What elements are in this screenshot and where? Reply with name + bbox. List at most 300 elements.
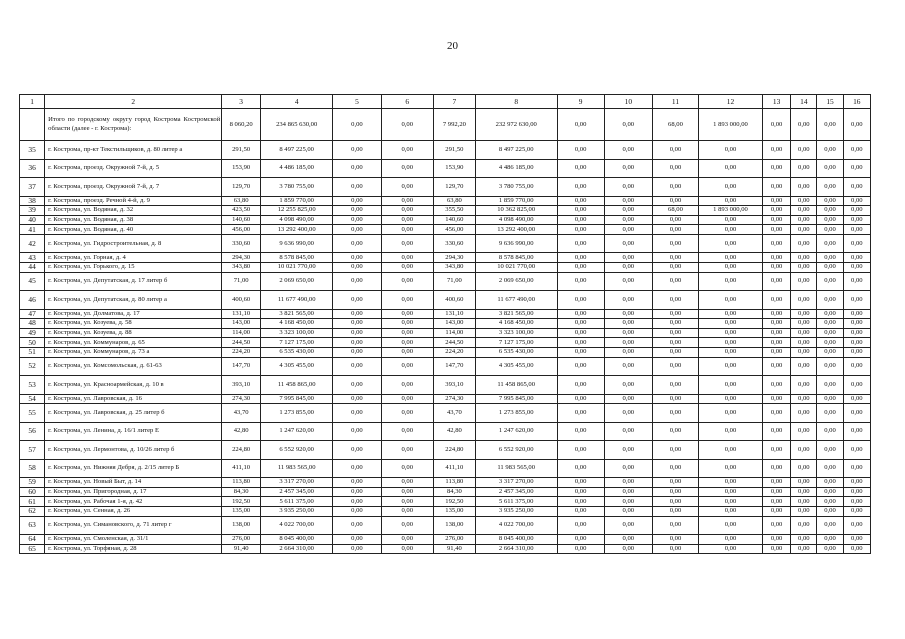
value-cell: 400,60 xyxy=(433,291,475,310)
value-cell: 224,20 xyxy=(433,347,475,357)
value-cell: 0,00 xyxy=(843,394,870,404)
value-cell: 0,00 xyxy=(381,506,433,516)
value-cell: 0,00 xyxy=(557,497,604,507)
value-cell: 0,00 xyxy=(333,376,381,395)
value-cell: 0,00 xyxy=(333,319,381,329)
value-cell: 0,00 xyxy=(557,338,604,348)
value-cell: 0,00 xyxy=(817,544,843,554)
table-row xyxy=(20,141,871,160)
value-cell: 0,00 xyxy=(817,497,843,507)
value-cell: 0,00 xyxy=(604,347,652,357)
value-cell: 3 323 100,00 xyxy=(475,328,557,338)
value-cell: 0,00 xyxy=(604,225,652,235)
value-cell: 0,00 xyxy=(604,459,652,478)
value-cell: 0,00 xyxy=(381,487,433,497)
value-cell: 0,00 xyxy=(557,225,604,235)
value-cell: 0,00 xyxy=(604,196,652,206)
value-cell: 0,00 xyxy=(791,487,817,497)
value-cell: 0,00 xyxy=(791,338,817,348)
row-index-cell: 61 xyxy=(20,497,45,507)
value-cell: 0,00 xyxy=(557,178,604,197)
value-cell: 0,00 xyxy=(381,338,433,348)
value-cell: 4 305 455,00 xyxy=(475,357,557,376)
value-cell: 0,00 xyxy=(604,178,652,197)
address-cell: г. Кострома, ул. Гидростроительная, д. 8 xyxy=(45,234,222,253)
value-cell: 138,00 xyxy=(222,516,261,535)
value-cell: 4 022 700,00 xyxy=(261,516,333,535)
value-cell: 0,00 xyxy=(652,272,698,291)
value-cell: 8 578 845,00 xyxy=(475,253,557,263)
value-cell: 0,00 xyxy=(699,215,763,225)
value-cell: 0,00 xyxy=(699,516,763,535)
table-row xyxy=(20,262,871,272)
value-cell: 0,00 xyxy=(762,441,790,460)
value-cell: 3 935 250,00 xyxy=(475,506,557,516)
value-cell: 0,00 xyxy=(817,234,843,253)
row-index-cell: 65 xyxy=(20,544,45,554)
value-cell: 43,70 xyxy=(433,404,475,423)
value-cell: 0,00 xyxy=(557,196,604,206)
value-cell: 0,00 xyxy=(381,319,433,329)
column-number-cell: 7 xyxy=(433,95,475,109)
value-cell: 1 247 620,00 xyxy=(261,422,333,441)
value-cell: 129,70 xyxy=(222,178,261,197)
value-cell: 192,50 xyxy=(433,497,475,507)
address-cell: г. Кострома, ул. Горная, д. 4 xyxy=(45,253,222,263)
value-cell: 0,00 xyxy=(604,404,652,423)
value-cell: 0,00 xyxy=(843,328,870,338)
value-cell: 0,00 xyxy=(817,516,843,535)
table-row xyxy=(20,215,871,225)
row-index-cell: 41 xyxy=(20,225,45,235)
value-cell: 147,70 xyxy=(222,357,261,376)
value-cell: 0,00 xyxy=(604,422,652,441)
value-cell: 0,00 xyxy=(557,291,604,310)
value-cell: 131,10 xyxy=(433,309,475,319)
value-cell: 0,00 xyxy=(791,516,817,535)
row-index-cell: 43 xyxy=(20,253,45,263)
address-cell: г. Кострома, ул. Депутатская, д. 17 литер б xyxy=(45,272,222,291)
address-cell: г. Кострома, ул. Козуева, д. 88 xyxy=(45,328,222,338)
address-cell: г. Кострома, проезд. Речной 4-й, д. 9 xyxy=(45,196,222,206)
value-cell: 42,80 xyxy=(433,422,475,441)
value-cell: 0,00 xyxy=(791,159,817,178)
value-cell: 0,00 xyxy=(652,404,698,423)
value-cell: 0,00 xyxy=(791,309,817,319)
table-row xyxy=(20,404,871,423)
total-value-cell: 0,00 xyxy=(557,109,604,141)
value-cell: 0,00 xyxy=(762,225,790,235)
value-cell: 0,00 xyxy=(762,234,790,253)
value-cell: 0,00 xyxy=(843,253,870,263)
value-cell: 0,00 xyxy=(604,376,652,395)
value-cell: 0,00 xyxy=(652,506,698,516)
table-row xyxy=(20,309,871,319)
total-value-cell: 8 060,20 xyxy=(222,109,261,141)
value-cell: 4 486 185,00 xyxy=(261,159,333,178)
value-cell: 0,00 xyxy=(604,394,652,404)
value-cell: 0,00 xyxy=(652,328,698,338)
value-cell: 393,10 xyxy=(433,376,475,395)
address-cell: г. Кострома, ул. Новый Быт, д. 14 xyxy=(45,478,222,488)
value-cell: 0,00 xyxy=(652,347,698,357)
address-cell: г. Кострома, ул. Пригородная, д. 17 xyxy=(45,487,222,497)
row-index-cell: 36 xyxy=(20,159,45,178)
value-cell: 0,00 xyxy=(817,196,843,206)
value-cell: 0,00 xyxy=(381,394,433,404)
value-cell: 0,00 xyxy=(843,404,870,423)
value-cell: 0,00 xyxy=(557,206,604,216)
value-cell: 0,00 xyxy=(762,272,790,291)
address-cell: г. Кострома, ул. Нижняя Дебря, д. 2/15 литер Б xyxy=(45,459,222,478)
value-cell: 153,90 xyxy=(222,159,261,178)
value-cell: 0,00 xyxy=(843,459,870,478)
value-cell: 0,00 xyxy=(762,262,790,272)
total-value-cell: 0,00 xyxy=(333,109,381,141)
value-cell: 0,00 xyxy=(652,234,698,253)
value-cell: 4 098 490,00 xyxy=(261,215,333,225)
value-cell: 0,00 xyxy=(843,347,870,357)
value-cell: 0,00 xyxy=(843,376,870,395)
value-cell: 0,00 xyxy=(843,141,870,160)
value-cell: 0,00 xyxy=(699,404,763,423)
value-cell: 244,50 xyxy=(433,338,475,348)
address-cell: г. Кострома, ул. Водяная, д. 38 xyxy=(45,215,222,225)
value-cell: 0,00 xyxy=(843,497,870,507)
value-cell: 0,00 xyxy=(381,404,433,423)
value-cell: 0,00 xyxy=(817,206,843,216)
value-cell: 0,00 xyxy=(333,309,381,319)
value-cell: 0,00 xyxy=(762,309,790,319)
column-number-cell: 15 xyxy=(817,95,843,109)
value-cell: 0,00 xyxy=(762,178,790,197)
value-cell: 244,50 xyxy=(222,338,261,348)
table-row xyxy=(20,535,871,545)
value-cell: 2 457 345,00 xyxy=(475,487,557,497)
value-cell: 1 859 770,00 xyxy=(261,196,333,206)
value-cell: 0,00 xyxy=(604,357,652,376)
total-label-cell: Итого по городскому округу город Кострома Костромской области (далее - г. Кострома): xyxy=(45,109,222,141)
value-cell: 0,00 xyxy=(604,272,652,291)
value-cell: 0,00 xyxy=(699,234,763,253)
value-cell: 0,00 xyxy=(762,328,790,338)
value-cell: 0,00 xyxy=(791,394,817,404)
value-cell: 0,00 xyxy=(843,234,870,253)
value-cell: 456,00 xyxy=(222,225,261,235)
value-cell: 0,00 xyxy=(699,487,763,497)
value-cell: 2 069 650,00 xyxy=(475,272,557,291)
value-cell: 0,00 xyxy=(817,404,843,423)
value-cell: 0,00 xyxy=(843,159,870,178)
value-cell: 0,00 xyxy=(817,309,843,319)
value-cell: 3 780 755,00 xyxy=(475,178,557,197)
value-cell: 6 552 920,00 xyxy=(475,441,557,460)
value-cell: 0,00 xyxy=(604,319,652,329)
value-cell: 4 168 450,00 xyxy=(261,319,333,329)
value-cell: 0,00 xyxy=(762,196,790,206)
table-row xyxy=(20,253,871,263)
value-cell: 0,00 xyxy=(557,506,604,516)
value-cell: 0,00 xyxy=(381,178,433,197)
value-cell: 11 677 490,00 xyxy=(261,291,333,310)
total-value-cell: 0,00 xyxy=(817,109,843,141)
value-cell: 0,00 xyxy=(333,262,381,272)
value-cell: 0,00 xyxy=(652,478,698,488)
value-cell: 0,00 xyxy=(557,347,604,357)
value-cell: 0,00 xyxy=(333,497,381,507)
value-cell: 0,00 xyxy=(557,319,604,329)
value-cell: 0,00 xyxy=(699,338,763,348)
value-cell: 0,00 xyxy=(381,347,433,357)
value-cell: 0,00 xyxy=(381,234,433,253)
value-cell: 0,00 xyxy=(557,141,604,160)
value-cell: 0,00 xyxy=(843,309,870,319)
value-cell: 0,00 xyxy=(381,535,433,545)
value-cell: 0,00 xyxy=(843,262,870,272)
value-cell: 0,00 xyxy=(762,404,790,423)
value-cell: 0,00 xyxy=(381,215,433,225)
value-cell: 0,00 xyxy=(791,262,817,272)
value-cell: 0,00 xyxy=(604,487,652,497)
value-cell: 0,00 xyxy=(817,459,843,478)
value-cell: 0,00 xyxy=(699,225,763,235)
value-cell: 6 552 920,00 xyxy=(261,441,333,460)
value-cell: 6 535 430,00 xyxy=(261,347,333,357)
table-row xyxy=(20,338,871,348)
value-cell: 0,00 xyxy=(762,516,790,535)
row-index-cell: 53 xyxy=(20,376,45,395)
value-cell: 91,40 xyxy=(222,544,261,554)
table-row xyxy=(20,487,871,497)
value-cell: 0,00 xyxy=(699,497,763,507)
value-cell: 0,00 xyxy=(604,215,652,225)
value-cell: 0,00 xyxy=(381,225,433,235)
value-cell: 8 045 400,00 xyxy=(475,535,557,545)
value-cell: 0,00 xyxy=(699,159,763,178)
value-cell: 0,00 xyxy=(652,291,698,310)
value-cell: 0,00 xyxy=(333,516,381,535)
value-cell: 1 247 620,00 xyxy=(475,422,557,441)
value-cell: 0,00 xyxy=(381,376,433,395)
value-cell: 0,00 xyxy=(817,262,843,272)
value-cell: 0,00 xyxy=(699,309,763,319)
value-cell: 0,00 xyxy=(557,234,604,253)
value-cell: 0,00 xyxy=(817,535,843,545)
column-number-cell: 3 xyxy=(222,95,261,109)
value-cell: 0,00 xyxy=(817,178,843,197)
value-cell: 0,00 xyxy=(604,309,652,319)
value-cell: 0,00 xyxy=(817,319,843,329)
table-row xyxy=(20,497,871,507)
value-cell: 0,00 xyxy=(791,404,817,423)
value-cell: 135,00 xyxy=(222,506,261,516)
value-cell: 2 664 310,00 xyxy=(475,544,557,554)
value-cell: 0,00 xyxy=(791,544,817,554)
value-cell: 0,00 xyxy=(762,206,790,216)
value-cell: 0,00 xyxy=(333,272,381,291)
value-cell: 0,00 xyxy=(817,478,843,488)
total-value-cell: 0,00 xyxy=(791,109,817,141)
value-cell: 0,00 xyxy=(557,394,604,404)
value-cell: 0,00 xyxy=(557,478,604,488)
value-cell: 0,00 xyxy=(791,459,817,478)
row-index-cell: 56 xyxy=(20,422,45,441)
table-row xyxy=(20,328,871,338)
value-cell: 0,00 xyxy=(791,225,817,235)
table-row xyxy=(20,506,871,516)
value-cell: 0,00 xyxy=(652,253,698,263)
value-cell: 0,00 xyxy=(652,319,698,329)
value-cell: 0,00 xyxy=(381,253,433,263)
value-cell: 0,00 xyxy=(557,535,604,545)
value-cell: 0,00 xyxy=(333,506,381,516)
value-cell: 7 995 845,00 xyxy=(261,394,333,404)
table-row xyxy=(20,225,871,235)
row-index-cell: 47 xyxy=(20,309,45,319)
value-cell: 0,00 xyxy=(817,506,843,516)
value-cell: 0,00 xyxy=(762,459,790,478)
row-index-cell: 42 xyxy=(20,234,45,253)
total-value-cell: 0,00 xyxy=(762,109,790,141)
value-cell: 135,00 xyxy=(433,506,475,516)
value-cell: 0,00 xyxy=(604,544,652,554)
value-cell: 0,00 xyxy=(333,441,381,460)
value-cell: 6 535 430,00 xyxy=(475,347,557,357)
total-value-cell: 234 865 630,00 xyxy=(261,109,333,141)
value-cell: 0,00 xyxy=(843,422,870,441)
value-cell: 0,00 xyxy=(604,516,652,535)
value-cell: 4 168 450,00 xyxy=(475,319,557,329)
value-cell: 0,00 xyxy=(557,487,604,497)
total-row xyxy=(20,109,871,141)
column-number-cell: 2 xyxy=(45,95,222,109)
value-cell: 5 611 375,00 xyxy=(261,497,333,507)
value-cell: 0,00 xyxy=(604,253,652,263)
value-cell: 0,00 xyxy=(791,422,817,441)
value-cell: 0,00 xyxy=(843,338,870,348)
value-cell: 42,80 xyxy=(222,422,261,441)
value-cell: 0,00 xyxy=(381,141,433,160)
value-cell: 0,00 xyxy=(817,422,843,441)
value-cell: 0,00 xyxy=(699,357,763,376)
value-cell: 0,00 xyxy=(557,404,604,423)
value-cell: 0,00 xyxy=(817,441,843,460)
value-cell: 1 893 000,00 xyxy=(699,206,763,216)
value-cell: 0,00 xyxy=(381,497,433,507)
column-number-row xyxy=(20,95,871,109)
value-cell: 9 636 990,00 xyxy=(475,234,557,253)
table-row xyxy=(20,178,871,197)
value-cell: 0,00 xyxy=(333,206,381,216)
value-cell: 0,00 xyxy=(843,206,870,216)
value-cell: 0,00 xyxy=(381,206,433,216)
address-cell: г. Кострома, ул. Сенная, д. 26 xyxy=(45,506,222,516)
value-cell: 0,00 xyxy=(333,178,381,197)
value-cell: 143,00 xyxy=(222,319,261,329)
value-cell: 0,00 xyxy=(791,178,817,197)
value-cell: 0,00 xyxy=(699,272,763,291)
value-cell: 0,00 xyxy=(817,338,843,348)
value-cell: 0,00 xyxy=(381,262,433,272)
value-cell: 0,00 xyxy=(333,234,381,253)
value-cell: 0,00 xyxy=(762,347,790,357)
value-cell: 138,00 xyxy=(433,516,475,535)
value-cell: 0,00 xyxy=(699,441,763,460)
value-cell: 0,00 xyxy=(699,319,763,329)
value-cell: 0,00 xyxy=(557,422,604,441)
value-cell: 143,00 xyxy=(433,319,475,329)
row-index-cell: 62 xyxy=(20,506,45,516)
value-cell: 0,00 xyxy=(604,141,652,160)
value-cell: 0,00 xyxy=(652,544,698,554)
table-row xyxy=(20,357,871,376)
value-cell: 8 497 225,00 xyxy=(475,141,557,160)
column-number-cell: 4 xyxy=(261,95,333,109)
row-index-cell: 60 xyxy=(20,487,45,497)
column-number-cell: 13 xyxy=(762,95,790,109)
address-cell: г. Кострома, ул. Рабочая 1-я, д. 42 xyxy=(45,497,222,507)
value-cell: 0,00 xyxy=(762,253,790,263)
value-cell: 11 677 490,00 xyxy=(475,291,557,310)
value-cell: 0,00 xyxy=(381,196,433,206)
value-cell: 0,00 xyxy=(652,262,698,272)
value-cell: 0,00 xyxy=(333,225,381,235)
address-cell: г. Кострома, ул. Лавровская, д. 25 литер б xyxy=(45,404,222,423)
value-cell: 4 486 185,00 xyxy=(475,159,557,178)
value-cell: 131,10 xyxy=(222,309,261,319)
value-cell: 400,60 xyxy=(222,291,261,310)
address-cell: г. Кострома, ул. Депутатская, д. 80 литер а xyxy=(45,291,222,310)
value-cell: 411,10 xyxy=(222,459,261,478)
value-cell: 4 098 490,00 xyxy=(475,215,557,225)
row-index-cell: 52 xyxy=(20,357,45,376)
value-cell: 0,00 xyxy=(333,141,381,160)
value-cell: 0,00 xyxy=(791,206,817,216)
value-cell: 0,00 xyxy=(791,272,817,291)
row-index-cell: 64 xyxy=(20,535,45,545)
value-cell: 0,00 xyxy=(762,215,790,225)
value-cell: 129,70 xyxy=(433,178,475,197)
value-cell: 0,00 xyxy=(333,159,381,178)
value-cell: 0,00 xyxy=(604,497,652,507)
value-cell: 0,00 xyxy=(333,478,381,488)
value-cell: 0,00 xyxy=(381,328,433,338)
value-cell: 12 255 825,00 xyxy=(261,206,333,216)
address-cell: г. Кострома, ул. Водяная, д. 32 xyxy=(45,206,222,216)
value-cell: 0,00 xyxy=(699,535,763,545)
value-cell: 0,00 xyxy=(652,215,698,225)
value-cell: 0,00 xyxy=(791,319,817,329)
value-cell: 43,70 xyxy=(222,404,261,423)
value-cell: 0,00 xyxy=(817,291,843,310)
total-value-cell: 0,00 xyxy=(843,109,870,141)
value-cell: 0,00 xyxy=(652,159,698,178)
value-cell: 0,00 xyxy=(333,291,381,310)
value-cell: 8 497 225,00 xyxy=(261,141,333,160)
row-index-cell: 38 xyxy=(20,196,45,206)
row-index-cell xyxy=(20,109,45,141)
column-number-cell: 8 xyxy=(475,95,557,109)
value-cell: 0,00 xyxy=(381,478,433,488)
value-cell: 0,00 xyxy=(557,309,604,319)
value-cell: 0,00 xyxy=(381,309,433,319)
value-cell: 0,00 xyxy=(791,441,817,460)
value-cell: 0,00 xyxy=(791,141,817,160)
value-cell: 0,00 xyxy=(762,141,790,160)
column-number-cell: 16 xyxy=(843,95,870,109)
table-row xyxy=(20,394,871,404)
value-cell: 0,00 xyxy=(817,253,843,263)
